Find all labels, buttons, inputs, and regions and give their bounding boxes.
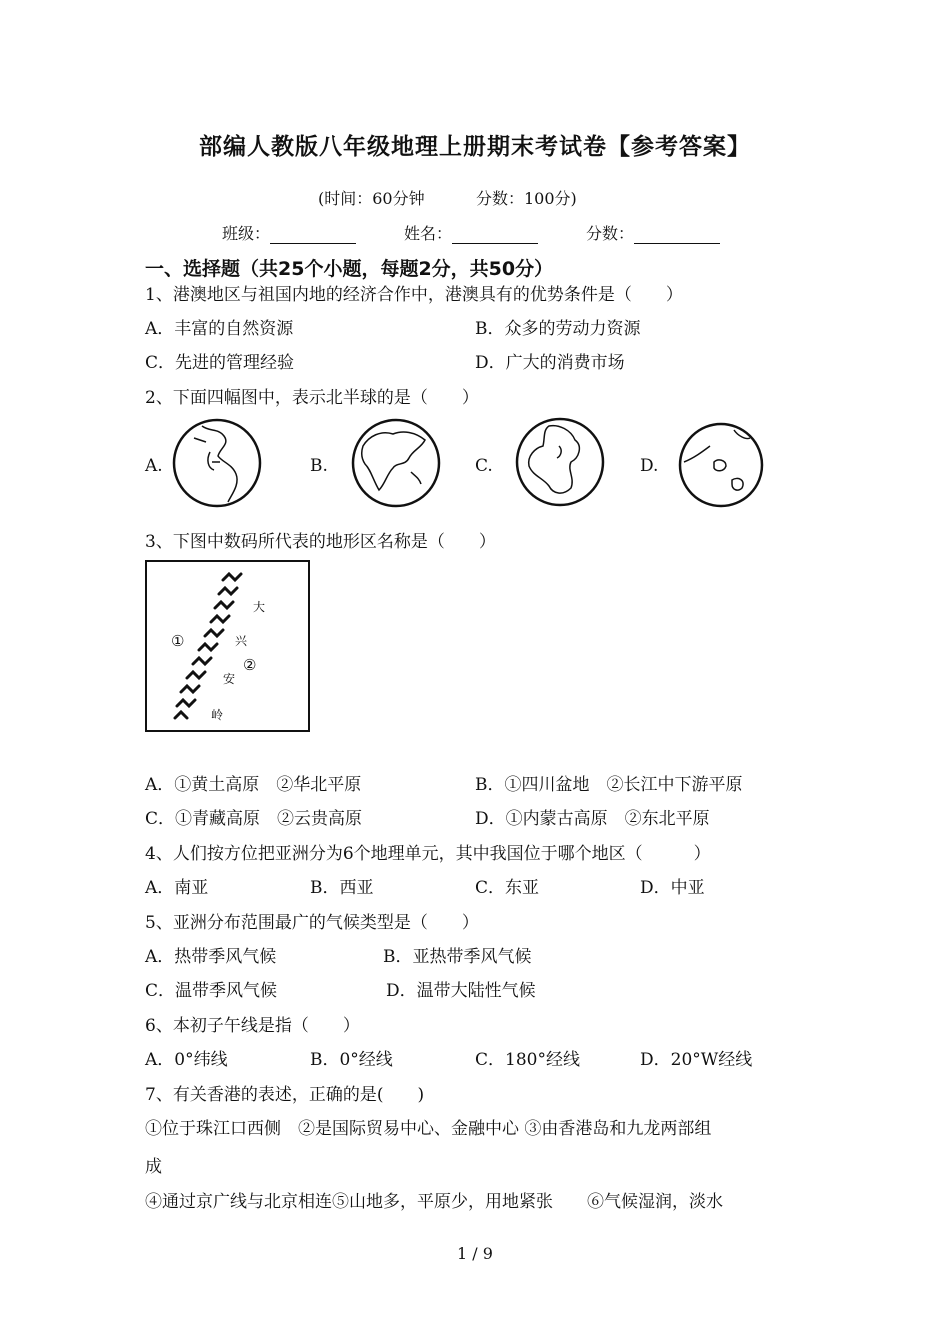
question-4-option-d[interactable]: D．中亚 [640,878,705,898]
section-heading: 一、选择题（共25个小题，每题2分，共50分） [145,258,554,280]
question-6-option-d[interactable]: D．20°W经线 [640,1050,753,1070]
score-blank[interactable] [634,227,720,244]
score-label: 分数： [586,224,635,243]
question-6-option-b[interactable]: B．0°经线 [310,1050,393,1070]
map-char-xing: 兴 [235,634,248,648]
question-3-stem: 3、下图中数码所代表的地形区名称是（ ） [145,532,496,552]
question-4-stem: 4、人们按方位把亚洲分为6个地理单元，其中我国位于哪个地区（ ） [145,844,711,864]
question-2-option-b[interactable]: B. [310,456,328,476]
map-char-da: 大 [253,600,266,614]
question-3-option-a[interactable]: A．①黄土高原 ②华北平原 [145,775,362,795]
exam-time: (时间：60分钟 [318,189,425,208]
map-label-2: ② [243,656,257,674]
name-label: 姓名： [404,224,453,243]
question-7-line-3: ④通过京广线与北京相连⑤山地多，平原少，用地紧张 ⑥气候湿润，淡水 [145,1192,723,1212]
question-5-option-a[interactable]: A．热带季风气候 [145,947,277,967]
question-2-option-a[interactable]: A. [145,456,163,476]
question-7-line-2: 成 [145,1157,162,1177]
map-char-an: 安 [223,672,236,686]
map-char-ling: 岭 [211,708,224,722]
globe-b-image [349,418,443,508]
question-5-option-b[interactable]: B．亚热带季风气候 [383,947,532,967]
page-number: 1 / 9 [457,1244,493,1263]
question-3-option-b[interactable]: B．①四川盆地 ②长江中下游平原 [475,775,743,795]
question-2-option-d[interactable]: D. [640,456,659,476]
exam-score: 分数：100分) [476,189,577,208]
question-5-option-c[interactable]: C．温带季风气候 [145,981,278,1001]
class-blank[interactable] [270,227,356,244]
globe-c-image [513,416,607,508]
question-6-stem: 6、本初子午线是指（ ） [145,1016,360,1036]
question-6-option-a[interactable]: A．0°纬线 [145,1050,228,1070]
question-1-option-c[interactable]: C．先进的管理经验 [145,353,295,373]
question-1-option-a[interactable]: A．丰富的自然资源 [145,319,294,339]
question-4-option-a[interactable]: A．南亚 [145,878,209,898]
question-3-option-d[interactable]: D．①内蒙古高原 ②东北平原 [475,809,710,829]
name-field [404,221,538,244]
page-title: 部编人教版八年级地理上册期末考试卷【参考答案】 [199,134,751,160]
question-4-option-c[interactable]: C．东亚 [475,878,540,898]
question-1-option-b[interactable]: B．众多的劳动力资源 [475,319,641,339]
globe-a-image [170,418,264,508]
question-7-line-1: ①位于珠江口西侧 ②是国际贸易中心、金融中心 ③由香港岛和九龙两部组 [145,1119,712,1139]
name-blank[interactable] [452,227,538,244]
question-7-stem: 7、有关香港的表述，正确的是( ) [145,1085,425,1105]
question-1-stem: 1、港澳地区与祖国内地的经济合作中，港澳具有的优势条件是（ ） [145,285,683,305]
question-6-option-c[interactable]: C．180°经线 [475,1050,580,1070]
map-label-1: ① [171,632,185,650]
question-4-option-b[interactable]: B．西亚 [310,878,374,898]
class-label: 班级： [222,224,271,243]
question-3-option-c[interactable]: C．①青藏高原 ②云贵高原 [145,809,363,829]
mountain-range-map [145,560,310,732]
class-field [222,221,356,244]
question-1-option-d[interactable]: D．广大的消费市场 [475,353,625,373]
question-5-stem: 5、亚洲分布范围最广的气候类型是（ ） [145,913,479,933]
question-2-option-c[interactable]: C. [475,456,493,476]
score-field [586,221,720,244]
question-2-stem: 2、下面四幅图中，表示北半球的是（ ） [145,388,479,408]
question-5-option-d[interactable]: D．温带大陆性气候 [386,981,536,1001]
globe-d-image [676,422,766,508]
